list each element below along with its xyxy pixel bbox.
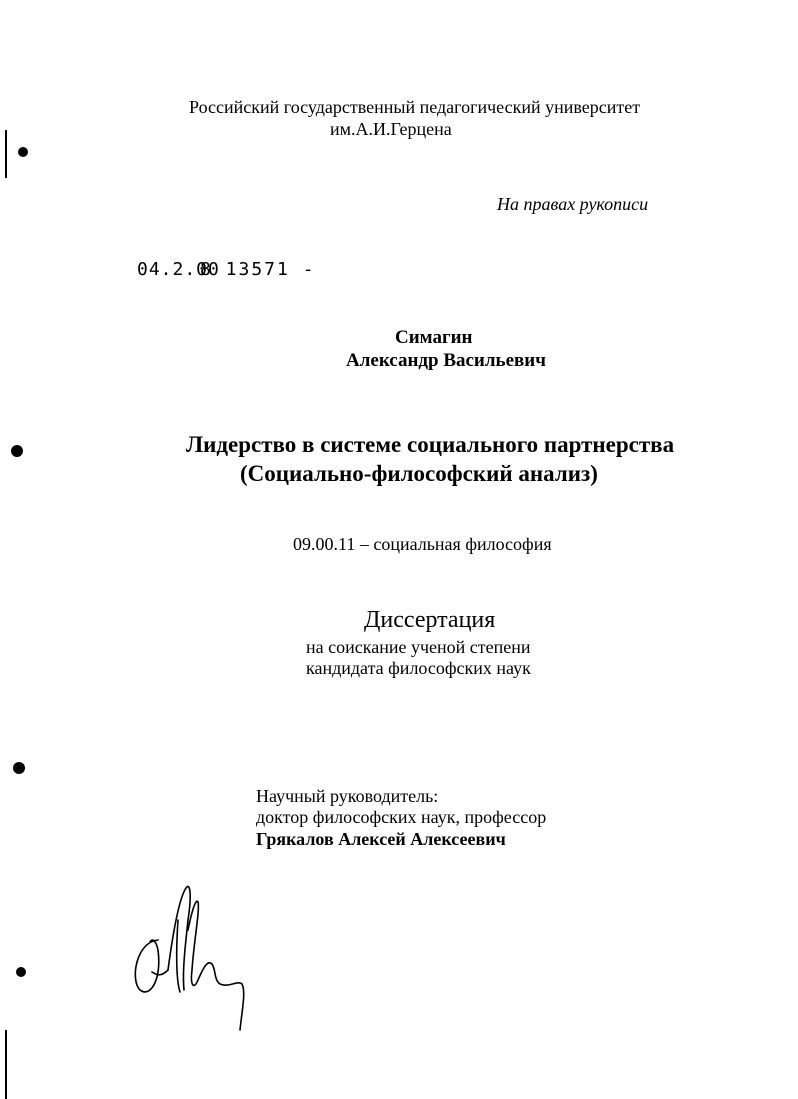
degree-line-2: кандидата философских наук [306, 658, 531, 678]
university-line-2: им.А.И.Герцена [330, 119, 452, 139]
author-given-names: Александр Васильевич [346, 350, 546, 371]
scan-mark [5, 130, 7, 178]
scan-mark [5, 1030, 7, 1099]
handwritten-signature [128, 880, 268, 1040]
document-type-heading: Диссертация [364, 607, 496, 633]
scan-mark [13, 762, 25, 774]
scan-mark [11, 445, 23, 457]
registry-code-prefix: 04.2.00 [137, 259, 220, 280]
specialty-code: 09.00.11 – социальная философия [293, 534, 552, 554]
dissertation-title-line-2: (Социально-философский анализ) [240, 461, 598, 486]
supervisor-name: Грякалов Алексей Алексеевич [256, 829, 506, 849]
scan-mark [18, 147, 28, 157]
registry-code-number: 8 13571 - [200, 259, 316, 280]
university-line-1: Российский государственный педагогический университет [189, 97, 641, 117]
supervisor-label: Научный руководитель: [256, 786, 439, 806]
dissertation-title-line-1: Лидерство в системе социального партнерства [186, 432, 675, 457]
scan-mark [16, 967, 26, 977]
degree-line-1: на соискание ученой степени [306, 637, 531, 657]
supervisor-title: доктор философских наук, профессор [256, 807, 547, 827]
manuscript-rights-note: На правах рукописи [497, 194, 649, 214]
author-surname: Симагин [395, 327, 473, 348]
